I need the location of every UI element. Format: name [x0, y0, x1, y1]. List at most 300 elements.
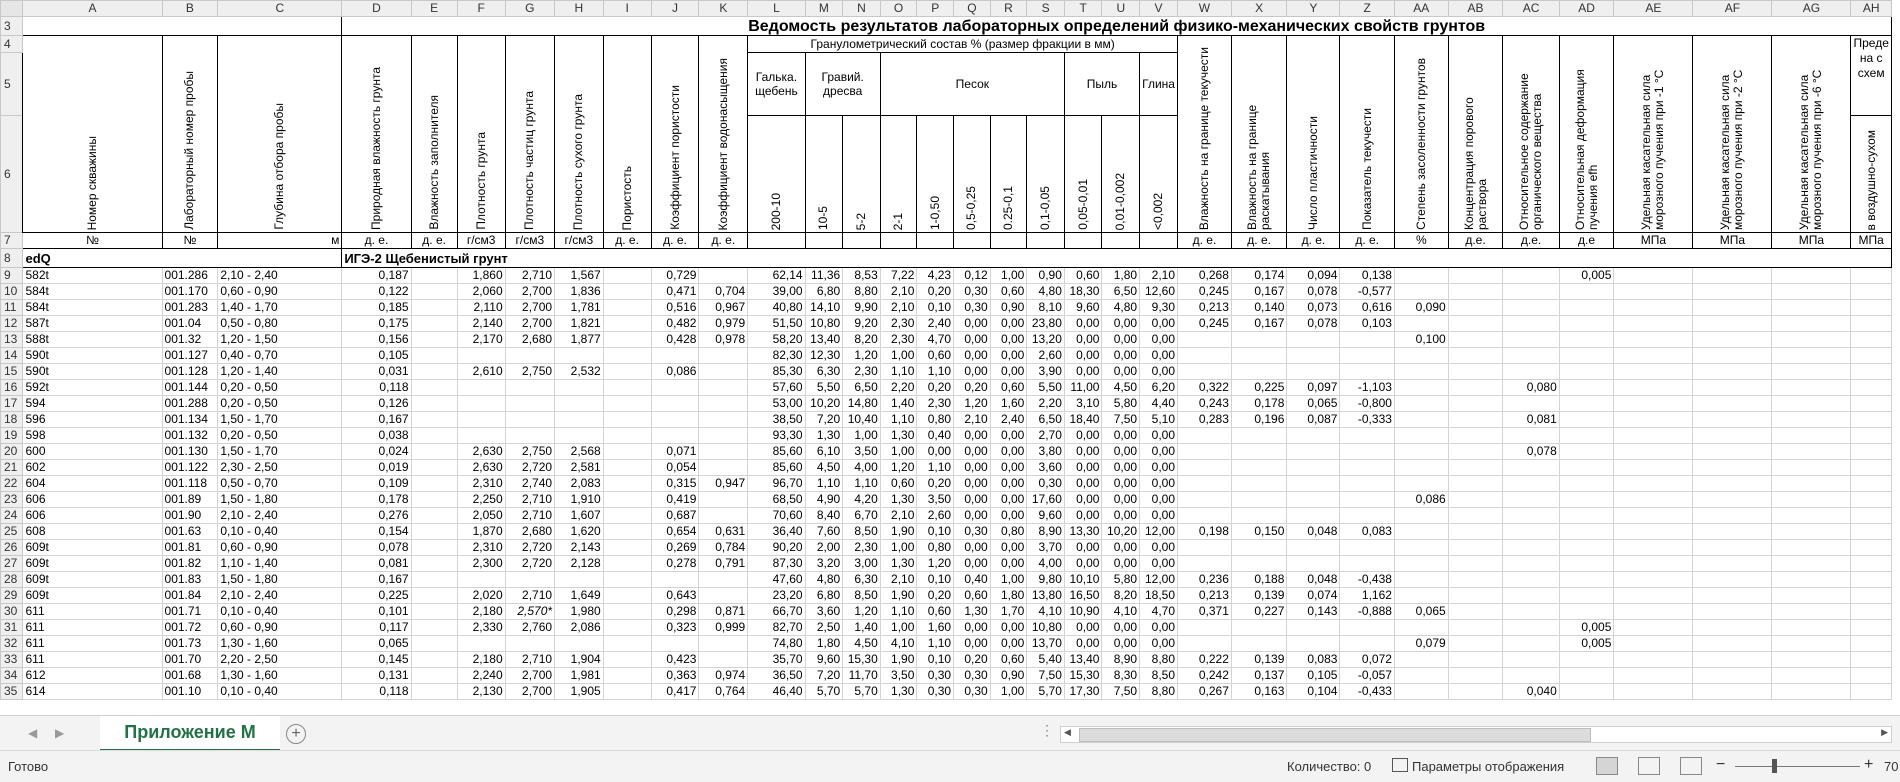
table-row[interactable] [1, 604, 1892, 620]
cell-f[interactable]: 2,050 [457, 508, 505, 524]
column-header-L[interactable]: L [748, 1, 805, 17]
cell-v[interactable]: 12,00 [1140, 524, 1178, 540]
cell-z[interactable] [1340, 636, 1394, 652]
cell-e[interactable] [411, 652, 457, 668]
cell-h[interactable]: 1,905 [555, 684, 604, 700]
cell-y[interactable]: 0,074 [1287, 588, 1340, 604]
cell-g[interactable]: 2,750 [505, 444, 554, 460]
row-header[interactable]: 28 [1, 572, 23, 588]
cell-h[interactable]: 1,781 [555, 300, 604, 316]
cell-b[interactable]: 001.127 [162, 348, 218, 364]
cell-p[interactable]: 0,20 [917, 284, 954, 300]
cell-k[interactable] [699, 348, 748, 364]
cell-h[interactable]: 2,083 [555, 476, 604, 492]
cell-z[interactable]: -0,333 [1340, 412, 1394, 428]
cell-m[interactable]: 1,10 [805, 476, 843, 492]
cell-c[interactable]: 0,50 - 0,70 [218, 476, 342, 492]
cell-v[interactable]: 0,00 [1140, 476, 1178, 492]
cell-c[interactable]: 2,20 - 2,50 [218, 652, 342, 668]
scrollbar-thumb[interactable] [1079, 728, 1591, 742]
cell-k[interactable]: 0,967 [699, 300, 748, 316]
cell-b[interactable]: 001.286 [162, 268, 218, 284]
cell-t[interactable]: 0,00 [1064, 428, 1102, 444]
cell-i[interactable] [603, 380, 651, 396]
cell-aa[interactable] [1394, 460, 1448, 476]
cell-m[interactable]: 2,50 [805, 620, 843, 636]
header-ah-sub[interactable] [1851, 116, 1892, 233]
cell-w[interactable] [1178, 348, 1232, 364]
cell-f[interactable]: 2,170 [457, 332, 505, 348]
cell-n[interactable]: 9,20 [843, 316, 881, 332]
cell-k[interactable] [699, 492, 748, 508]
cell-y[interactable] [1287, 428, 1340, 444]
cell-u[interactable]: 0,00 [1102, 316, 1140, 332]
cell-m[interactable]: 4,50 [805, 460, 843, 476]
cell-w[interactable] [1178, 476, 1232, 492]
cell-a[interactable]: 609t [23, 588, 162, 604]
cell-l[interactable]: 85,30 [748, 364, 805, 380]
cell-af[interactable] [1693, 332, 1772, 348]
cell-a[interactable]: 611 [23, 652, 162, 668]
column-header-AF[interactable]: AF [1693, 1, 1772, 17]
cell-af[interactable] [1693, 684, 1772, 700]
cell-d[interactable]: 0,118 [342, 684, 411, 700]
cell-o[interactable]: 2,20 [880, 380, 917, 396]
cell-n[interactable]: 8,20 [843, 332, 881, 348]
cell-af[interactable] [1693, 620, 1772, 636]
cell-n[interactable]: 14,80 [843, 396, 881, 412]
cell-ac[interactable] [1503, 364, 1559, 380]
cell-s[interactable]: 3,90 [1027, 364, 1065, 380]
cell-f[interactable]: 2,110 [457, 300, 505, 316]
cell-p[interactable]: 0,80 [917, 412, 954, 428]
cell-o[interactable]: 1,40 [880, 396, 917, 412]
cell-ah[interactable] [1851, 284, 1892, 300]
cell-a[interactable]: 611 [23, 636, 162, 652]
cell-p[interactable]: 4,23 [917, 268, 954, 284]
cell-v[interactable]: 0,00 [1140, 348, 1178, 364]
cell-n[interactable]: 8,50 [843, 524, 881, 540]
cell-d[interactable]: 0,145 [342, 652, 411, 668]
cell-n[interactable]: 1,10 [843, 476, 881, 492]
cell-a[interactable]: 587t [23, 316, 162, 332]
prev-sheet-icon[interactable]: ◀ [28, 726, 38, 740]
column-header-Y[interactable]: Y [1287, 1, 1340, 17]
cell-i[interactable] [603, 604, 651, 620]
cell-s[interactable]: 0,30 [1027, 476, 1065, 492]
cell-u[interactable]: 0,00 [1102, 540, 1140, 556]
cell-u[interactable]: 0,00 [1102, 460, 1140, 476]
cell-k[interactable] [699, 572, 748, 588]
cell-w[interactable] [1178, 444, 1232, 460]
cell-ac[interactable] [1503, 284, 1559, 300]
cell-q[interactable]: 0,12 [954, 268, 991, 284]
cell-z[interactable]: 0,138 [1340, 268, 1394, 284]
cell-ag[interactable] [1772, 540, 1851, 556]
cell-v[interactable]: 8,80 [1140, 684, 1178, 700]
table-row[interactable] [1, 300, 1892, 316]
header-b[interactable] [162, 36, 218, 233]
cell-s[interactable]: 3,70 [1027, 540, 1065, 556]
cell-z[interactable]: -1,103 [1340, 380, 1394, 396]
cell-p[interactable]: 0,60 [917, 604, 954, 620]
cell-v[interactable]: 0,00 [1140, 620, 1178, 636]
cell-e[interactable] [411, 316, 457, 332]
cell-j[interactable] [651, 428, 699, 444]
cell-u[interactable]: 4,50 [1102, 380, 1140, 396]
cell-v[interactable]: 5,10 [1140, 412, 1178, 428]
cell-aa[interactable] [1394, 620, 1448, 636]
add-sheet-button[interactable]: + [286, 724, 306, 744]
unit-cell[interactable] [748, 233, 805, 249]
table-row[interactable] [1, 268, 1892, 284]
cell-ac[interactable] [1503, 460, 1559, 476]
cell-ab[interactable] [1448, 652, 1503, 668]
row-header[interactable]: 31 [1, 620, 23, 636]
cell-o[interactable]: 1,00 [880, 540, 917, 556]
header-e[interactable] [411, 36, 457, 233]
cell-n[interactable]: 4,20 [843, 492, 881, 508]
cell-p[interactable]: 3,50 [917, 492, 954, 508]
cell-ab[interactable] [1448, 284, 1503, 300]
cell-k[interactable]: 0,631 [699, 524, 748, 540]
cell-d[interactable]: 0,065 [342, 636, 411, 652]
cell-g[interactable]: 2,680 [505, 332, 554, 348]
cell-ad[interactable] [1559, 604, 1614, 620]
cell-h[interactable]: 1,910 [555, 492, 604, 508]
cell-l[interactable]: 74,80 [748, 636, 805, 652]
cell-u[interactable]: 0,00 [1102, 428, 1140, 444]
cell-ag[interactable] [1772, 316, 1851, 332]
cell-ab[interactable] [1448, 524, 1503, 540]
column-header-M[interactable]: M [805, 1, 843, 17]
cell-s[interactable]: 23,80 [1027, 316, 1065, 332]
cell-x[interactable]: 0,174 [1231, 268, 1286, 284]
cell-ah[interactable] [1851, 492, 1892, 508]
unit-cell[interactable]: д. е. [1287, 233, 1340, 249]
cell-z[interactable]: -0,433 [1340, 684, 1394, 700]
cell-r[interactable]: 0,00 [990, 460, 1027, 476]
cell-z[interactable] [1340, 540, 1394, 556]
cell-d[interactable]: 0,225 [342, 588, 411, 604]
cell-h[interactable] [555, 396, 604, 412]
table-row[interactable] [1, 460, 1892, 476]
cell-ae[interactable] [1614, 284, 1693, 300]
fraction-label[interactable] [1027, 116, 1065, 233]
cell-h[interactable]: 2,143 [555, 540, 604, 556]
cell-t[interactable]: 18,30 [1064, 284, 1102, 300]
cell-p[interactable]: 0,30 [917, 684, 954, 700]
cell-q[interactable]: 0,00 [954, 476, 991, 492]
cell-s[interactable]: 0,90 [1027, 268, 1065, 284]
cell-af[interactable] [1693, 284, 1772, 300]
cell-k[interactable]: 0,791 [699, 556, 748, 572]
cell-ah[interactable] [1851, 636, 1892, 652]
cell-ag[interactable] [1772, 412, 1851, 428]
cell-k[interactable] [699, 508, 748, 524]
cell-n[interactable]: 3,50 [843, 444, 881, 460]
cell-h[interactable]: 1,836 [555, 284, 604, 300]
cell-y[interactable]: 0,097 [1287, 380, 1340, 396]
cell-b[interactable]: 001.72 [162, 620, 218, 636]
cell-ae[interactable] [1614, 268, 1693, 284]
cell-w[interactable]: 0,243 [1178, 396, 1232, 412]
cell-aa[interactable] [1394, 508, 1448, 524]
cell-f[interactable]: 2,310 [457, 476, 505, 492]
cell-ae[interactable] [1614, 348, 1693, 364]
cell-k[interactable]: 0,979 [699, 316, 748, 332]
cell-g[interactable] [505, 572, 554, 588]
cell-u[interactable]: 0,00 [1102, 332, 1140, 348]
cell-i[interactable] [603, 524, 651, 540]
cell-b[interactable]: 001.68 [162, 668, 218, 684]
cell-ah[interactable] [1851, 332, 1892, 348]
column-header-S[interactable]: S [1027, 1, 1065, 17]
column-header-W[interactable]: W [1178, 1, 1232, 17]
fraction-label[interactable] [1140, 116, 1178, 233]
cell-d[interactable]: 0,081 [342, 556, 411, 572]
row-header[interactable]: 30 [1, 604, 23, 620]
cell-s[interactable]: 13,80 [1027, 588, 1065, 604]
cell-l[interactable]: 40,80 [748, 300, 805, 316]
cell-s[interactable]: 5,70 [1027, 684, 1065, 700]
cell-n[interactable]: 2,30 [843, 540, 881, 556]
cell-t[interactable]: 0,00 [1064, 364, 1102, 380]
cell-ae[interactable] [1614, 556, 1693, 572]
cell-u[interactable]: 4,80 [1102, 300, 1140, 316]
row-header[interactable]: 26 [1, 540, 23, 556]
cell-ab[interactable] [1448, 412, 1503, 428]
cell-t[interactable]: 0,00 [1064, 444, 1102, 460]
table-row[interactable] [1, 492, 1892, 508]
cell-w[interactable] [1178, 540, 1232, 556]
cell-ah[interactable] [1851, 524, 1892, 540]
cell-j[interactable]: 0,729 [651, 268, 699, 284]
cell-m[interactable]: 1,30 [805, 428, 843, 444]
cell-w[interactable] [1178, 508, 1232, 524]
cell-aa[interactable] [1394, 668, 1448, 684]
cell-ad[interactable] [1559, 572, 1614, 588]
cell-m[interactable]: 5,70 [805, 684, 843, 700]
cell-ac[interactable] [1503, 268, 1559, 284]
cell-e[interactable] [411, 492, 457, 508]
cell-y[interactable]: 0,105 [1287, 668, 1340, 684]
cell-t[interactable]: 0,00 [1064, 540, 1102, 556]
cell-i[interactable] [603, 492, 651, 508]
cell-v[interactable]: 12,00 [1140, 572, 1178, 588]
cell-u[interactable]: 8,20 [1102, 588, 1140, 604]
cell-a[interactable]: 612 [23, 668, 162, 684]
cell-r[interactable]: 1,00 [990, 684, 1027, 700]
cell-x[interactable]: 0,178 [1231, 396, 1286, 412]
cell-z[interactable]: -0,057 [1340, 668, 1394, 684]
granulometry-header[interactable]: Гранулометрический состав % (размер фракции в мм) [748, 36, 1178, 53]
cell-v[interactable]: 18,50 [1140, 588, 1178, 604]
cell-h[interactable] [555, 572, 604, 588]
column-header-AH[interactable]: AH [1851, 1, 1892, 17]
cell-t[interactable]: 9,60 [1064, 300, 1102, 316]
cell-ab[interactable] [1448, 460, 1503, 476]
cell-y[interactable] [1287, 556, 1340, 572]
unit-cell[interactable]: г/см3 [505, 233, 554, 249]
cell-s[interactable]: 13,20 [1027, 332, 1065, 348]
cell-ad[interactable] [1559, 364, 1614, 380]
row-header[interactable]: 3 [1, 17, 23, 36]
cell-ae[interactable] [1614, 316, 1693, 332]
cell-l[interactable]: 46,40 [748, 684, 805, 700]
cell-f[interactable]: 2,060 [457, 284, 505, 300]
cell-e[interactable] [411, 380, 457, 396]
cell-p[interactable]: 1,20 [917, 556, 954, 572]
cell-i[interactable] [603, 668, 651, 684]
cell-g[interactable] [505, 428, 554, 444]
cell-aa[interactable] [1394, 396, 1448, 412]
table-row[interactable] [1, 684, 1892, 700]
cell-x[interactable] [1231, 540, 1286, 556]
cell-m[interactable]: 2,00 [805, 540, 843, 556]
cell-b[interactable]: 001.118 [162, 476, 218, 492]
cell-p[interactable]: 0,40 [917, 428, 954, 444]
cell-l[interactable]: 85,60 [748, 460, 805, 476]
cell-ad[interactable] [1559, 412, 1614, 428]
cell-v[interactable]: 8,50 [1140, 668, 1178, 684]
cell-x[interactable] [1231, 476, 1286, 492]
cell-g[interactable]: 2,710 [505, 652, 554, 668]
column-header-P[interactable]: P [917, 1, 954, 17]
cell-t[interactable]: 0,00 [1064, 620, 1102, 636]
fraction-label[interactable] [843, 116, 881, 233]
cell-g[interactable]: 2,760 [505, 620, 554, 636]
cell-l[interactable]: 38,50 [748, 412, 805, 428]
cell-u[interactable]: 7,50 [1102, 412, 1140, 428]
cell-t[interactable]: 17,30 [1064, 684, 1102, 700]
cell-aa[interactable] [1394, 284, 1448, 300]
cell-z[interactable] [1340, 508, 1394, 524]
cell-o[interactable]: 1,30 [880, 428, 917, 444]
cell-c[interactable]: 0,60 - 0,90 [218, 284, 342, 300]
cell-ad[interactable] [1559, 524, 1614, 540]
cell-c[interactable]: 0,20 - 0,50 [218, 428, 342, 444]
cell-t[interactable]: 0,00 [1064, 492, 1102, 508]
cell-ah[interactable] [1851, 268, 1892, 284]
cell-c[interactable]: 1,50 - 1,80 [218, 492, 342, 508]
column-header-AG[interactable]: AG [1772, 1, 1851, 17]
cell-r[interactable]: 0,00 [990, 444, 1027, 460]
unit-cell[interactable]: № [162, 233, 218, 249]
cell-l[interactable]: 53,00 [748, 396, 805, 412]
row-header[interactable]: 10 [1, 284, 23, 300]
cell-r[interactable]: 0,00 [990, 620, 1027, 636]
cell-x[interactable]: 0,225 [1231, 380, 1286, 396]
cell-ad[interactable] [1559, 508, 1614, 524]
cell-r[interactable]: 0,00 [990, 428, 1027, 444]
cell-c[interactable]: 2,10 - 2,40 [218, 588, 342, 604]
cell-j[interactable]: 0,269 [651, 540, 699, 556]
cell-o[interactable]: 4,10 [880, 636, 917, 652]
cell-p[interactable]: 0,60 [917, 348, 954, 364]
cell-ab[interactable] [1448, 476, 1503, 492]
table-row[interactable] [1, 652, 1892, 668]
cell-x[interactable]: 0,167 [1231, 284, 1286, 300]
cell-z[interactable]: 0,616 [1340, 300, 1394, 316]
cell-m[interactable]: 4,80 [805, 572, 843, 588]
cell-ad[interactable] [1559, 668, 1614, 684]
cell-h[interactable]: 1,981 [555, 668, 604, 684]
cell-x[interactable] [1231, 460, 1286, 476]
scroll-left-icon[interactable]: ◀ [1064, 727, 1071, 737]
cell-m[interactable]: 6,80 [805, 284, 843, 300]
cell-y[interactable] [1287, 460, 1340, 476]
cell-g[interactable] [505, 348, 554, 364]
select-all-corner[interactable] [1, 1, 23, 17]
cell-w[interactable]: 0,371 [1178, 604, 1232, 620]
cell-u[interactable]: 0,00 [1102, 364, 1140, 380]
cell-j[interactable]: 0,471 [651, 284, 699, 300]
cell-ae[interactable] [1614, 444, 1693, 460]
group-title[interactable]: ИГЭ-2 Щебенистый грунт [342, 249, 1892, 268]
cell-l[interactable]: 96,70 [748, 476, 805, 492]
cell-a[interactable]: 606 [23, 492, 162, 508]
cell-w[interactable]: 0,245 [1178, 316, 1232, 332]
cell-d[interactable]: 0,122 [342, 284, 411, 300]
cell-a[interactable]: 609t [23, 572, 162, 588]
cell-ab[interactable] [1448, 588, 1503, 604]
cell-q[interactable]: 2,10 [954, 412, 991, 428]
header-aa[interactable] [1394, 36, 1448, 233]
cell-n[interactable]: 1,20 [843, 348, 881, 364]
cell-af[interactable] [1693, 460, 1772, 476]
cell-u[interactable]: 0,00 [1102, 620, 1140, 636]
cell-j[interactable]: 0,054 [651, 460, 699, 476]
cell-l[interactable]: 90,20 [748, 540, 805, 556]
cell-t[interactable]: 0,00 [1064, 316, 1102, 332]
cell-s[interactable]: 4,00 [1027, 556, 1065, 572]
cell-v[interactable]: 6,20 [1140, 380, 1178, 396]
cell-n[interactable]: 6,50 [843, 380, 881, 396]
cell-d[interactable]: 0,167 [342, 572, 411, 588]
cell-ab[interactable] [1448, 604, 1503, 620]
cell-n[interactable]: 6,70 [843, 508, 881, 524]
cell-f[interactable] [457, 636, 505, 652]
cell-ab[interactable] [1448, 636, 1503, 652]
cell-h[interactable] [555, 348, 604, 364]
cell-ad[interactable] [1559, 380, 1614, 396]
cell-v[interactable]: 0,00 [1140, 428, 1178, 444]
cell-x[interactable] [1231, 492, 1286, 508]
cell-e[interactable] [411, 684, 457, 700]
cell-ae[interactable] [1614, 300, 1693, 316]
cell-ag[interactable] [1772, 380, 1851, 396]
cell-c[interactable]: 1,50 - 1,80 [218, 572, 342, 588]
cell-z[interactable]: 1,162 [1340, 588, 1394, 604]
cell-af[interactable] [1693, 268, 1772, 284]
cell-m[interactable]: 11,36 [805, 268, 843, 284]
cell-v[interactable]: 0,00 [1140, 316, 1178, 332]
table-row[interactable] [1, 620, 1892, 636]
cell-ae[interactable] [1614, 540, 1693, 556]
cell-ab[interactable] [1448, 444, 1503, 460]
cell-n[interactable]: 2,30 [843, 364, 881, 380]
cell-x[interactable]: 0,227 [1231, 604, 1286, 620]
cell-e[interactable] [411, 364, 457, 380]
cell-y[interactable]: 0,078 [1287, 284, 1340, 300]
cell-g[interactable]: 2,710 [505, 268, 554, 284]
cell-af[interactable] [1693, 316, 1772, 332]
cell-x[interactable]: 0,140 [1231, 300, 1286, 316]
cell-w[interactable] [1178, 556, 1232, 572]
cell-v[interactable]: 2,10 [1140, 268, 1178, 284]
cell-b[interactable]: 001.04 [162, 316, 218, 332]
